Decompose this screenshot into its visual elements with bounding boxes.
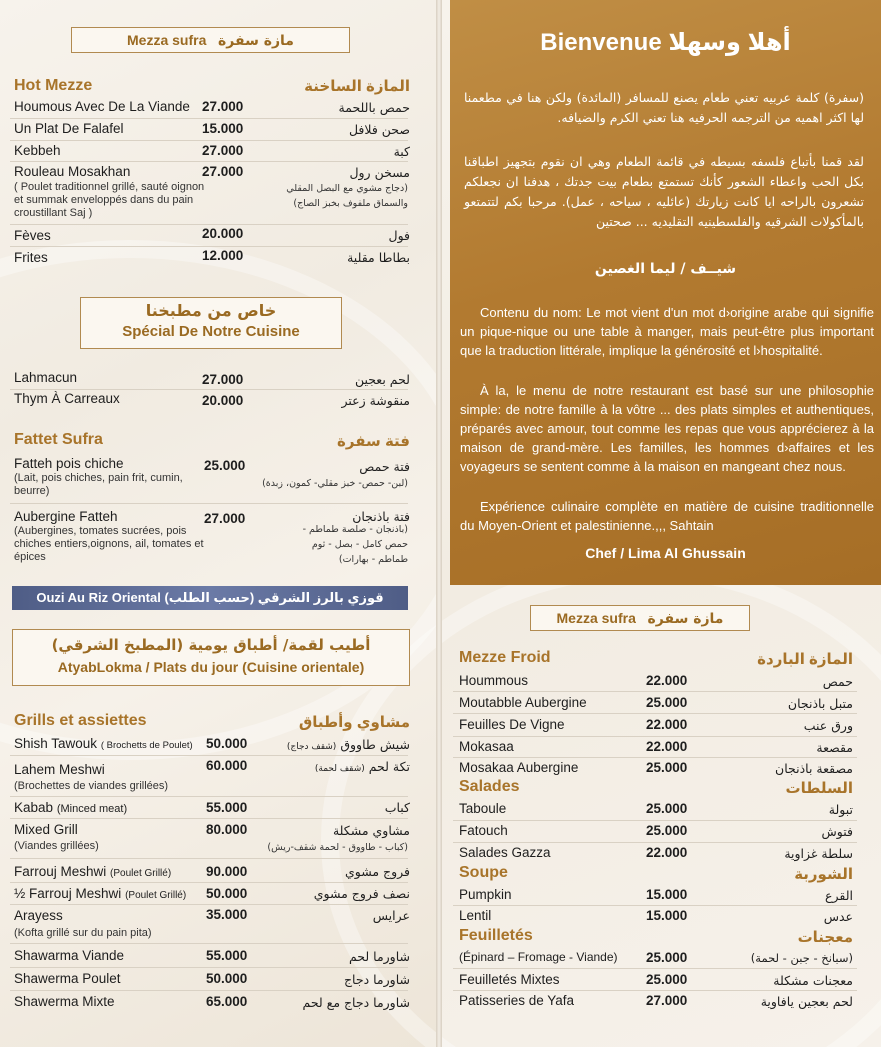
row-divider bbox=[10, 858, 408, 859]
item-price: 20.000 bbox=[202, 226, 244, 241]
row-divider bbox=[10, 389, 408, 390]
soupe-title-ar: الشوربة bbox=[794, 866, 853, 883]
row-divider bbox=[10, 755, 408, 756]
item-name: Salades Gazza bbox=[459, 845, 551, 860]
item-description-ar: طماطم - بهارات) bbox=[338, 554, 408, 565]
intro-fr-paragraph-1: Contenu du nom: Le mot vient d'un mot d›origine arabe qui signifie un pique-nique ou une table à manger, mais peut-être plus important que la traduction littérale, implique la générosité et l›hospitalité. bbox=[460, 305, 874, 358]
item-name-note: (Poulet Grillé) bbox=[125, 890, 187, 901]
item-name: Mosakaa Aubergine bbox=[459, 760, 579, 775]
item-price: 90.000 bbox=[206, 864, 248, 879]
item-name-ar: مشاوي مشكلة bbox=[332, 823, 410, 838]
header-fr: Mezza sufra bbox=[127, 32, 207, 48]
item-description: (Viandes grillées) bbox=[14, 840, 99, 852]
row-divider bbox=[10, 904, 408, 905]
item-name-ar-main: شيش طاووق bbox=[340, 737, 410, 752]
item-name: Hoummous bbox=[459, 673, 529, 688]
item-description-ar: (دجاج مشوي مع البصل المقلي bbox=[286, 183, 408, 194]
header-fr: Mezza sufra bbox=[556, 610, 636, 626]
item-price: 25.000 bbox=[646, 823, 688, 838]
item-name-main: ½ Farrouj Meshwi bbox=[14, 886, 122, 901]
row-divider bbox=[453, 820, 857, 821]
item-name: Un Plat De Falafel bbox=[14, 121, 124, 136]
item-name: Rouleau Mosakhan bbox=[14, 164, 131, 179]
item-price: 25.000 bbox=[646, 760, 688, 775]
item-price: 15.000 bbox=[202, 121, 244, 136]
item-price: 25.000 bbox=[646, 972, 688, 987]
row-divider bbox=[10, 140, 408, 141]
row-divider bbox=[10, 990, 408, 991]
item-description: (Brochettes de viandes grillées) bbox=[14, 780, 169, 792]
item-name-ar: كباب bbox=[384, 800, 410, 815]
item-name-ar: صحن فلافل bbox=[348, 122, 410, 137]
special-title-fr: Spécial De Notre Cuisine bbox=[122, 323, 300, 340]
item-name: Shawerma Poulet bbox=[14, 971, 121, 986]
feuilletes-title: Feuilletés bbox=[459, 927, 533, 944]
item-name bbox=[14, 886, 186, 901]
right-header-box bbox=[530, 605, 750, 631]
row-divider bbox=[453, 968, 857, 969]
item-name-note: (Minced meat) bbox=[56, 803, 128, 815]
item-name-main: Kabab bbox=[14, 800, 54, 815]
ouzi-banner: Ouzi Au Riz Oriental (حسب الطلب) قوزي بالرز الشرقي bbox=[12, 586, 408, 610]
intro-fr-paragraph-2: À la, le menu de notre restaurant est basé sur une philosophie simple: de notre famille à la vôtre ... des plats simples et authentiques, préparés avec amour, tout comme les repas que vous apprécierez à la maison de grand-mère. Les familles, les hommes d›affaires et les voyageurs se sentent comme à la maison en mangeant chez nous. bbox=[460, 383, 874, 474]
item-name: Feuilles De Vigne bbox=[459, 717, 565, 732]
item-price: 22.000 bbox=[646, 717, 688, 732]
item-name: Lahem Meshwi bbox=[14, 762, 105, 777]
item-name: Aubergine Fatteh bbox=[14, 509, 118, 524]
item-price: 50.000 bbox=[206, 886, 248, 901]
item-name-ar: فول bbox=[388, 228, 410, 243]
row-divider bbox=[10, 224, 408, 225]
item-name: Pumpkin bbox=[459, 887, 512, 902]
item-price: 20.000 bbox=[202, 393, 244, 408]
item-name-ar: نصف فروج مشوي bbox=[313, 886, 410, 901]
header-ar: مازة سفرة bbox=[647, 611, 724, 627]
item-price: 25.000 bbox=[646, 801, 688, 816]
atyab-title-fr: AtyabLokma / Plats du jour (Cuisine orientale) bbox=[57, 659, 365, 675]
fold-divider bbox=[436, 0, 442, 1047]
row-divider bbox=[453, 757, 857, 758]
item-name-ar: فتة باذنجان bbox=[352, 509, 410, 524]
item-name: Taboule bbox=[459, 801, 507, 816]
item-name: Lahmacun bbox=[14, 370, 78, 385]
item-name-ar bbox=[260, 737, 410, 752]
item-price: 15.000 bbox=[646, 908, 688, 923]
left-header-box bbox=[71, 27, 350, 53]
item-price: 35.000 bbox=[206, 907, 248, 922]
item-price: 65.000 bbox=[206, 994, 248, 1009]
item-description: (Aubergines, tomates sucrées, pois chiches entiers,oignons, ail, tomates et épices bbox=[14, 525, 204, 563]
item-price: 25.000 bbox=[646, 950, 688, 965]
item-name-ar: حمص باللحمة bbox=[338, 100, 410, 115]
intro-title: Bienvenue أهلا وسهلا bbox=[540, 29, 791, 56]
row-divider bbox=[10, 503, 408, 504]
item-name-ar: كبة bbox=[393, 144, 410, 159]
row-divider bbox=[10, 943, 408, 944]
row-divider bbox=[10, 882, 408, 883]
intro-panel bbox=[450, 0, 881, 585]
item-name-ar: مسخن رول bbox=[349, 165, 410, 180]
atyab-title-ar: أطيب لقمة/ أطباق يومية (المطبخ الشرقي) bbox=[51, 636, 371, 654]
item-name-ar: تبولة bbox=[828, 802, 853, 817]
item-name-ar: القرع bbox=[825, 888, 853, 903]
item-price: 55.000 bbox=[206, 948, 248, 963]
item-name: Frites bbox=[14, 250, 48, 265]
row-divider bbox=[453, 736, 857, 737]
row-divider bbox=[453, 905, 857, 906]
item-description: ( Poulet traditionnel grillé, sauté oignon et summak enveloppés dans du pain croustillant Saj ) bbox=[14, 181, 205, 219]
item-price: 55.000 bbox=[206, 800, 248, 815]
item-price: 27.000 bbox=[202, 164, 244, 179]
item-price: 27.000 bbox=[646, 993, 688, 1008]
intro-ar-paragraph-2: لقد قمنا بأتباع فلسفه بسيطه في قائمة الطعام وهي ان نقوم بتجهيز اطباقنا بكل الحب واعطاء الشعور كأنك تستمتع بطعام بيت جدتك ، هدفنا ان نجعلكم تشعرون بالراحه ايا كانت زيارتك (عائليه ، سياحه ، عمل). مرحبا بكم لتتمتعو بالمأكولات الشرقيه والفلسطينيه التقليديه ... صحتين bbox=[464, 154, 864, 229]
header-ar: مازة سفرة bbox=[218, 33, 294, 49]
item-name-ar: شاورما لحم bbox=[348, 949, 410, 964]
item-name: Moutabble Aubergine bbox=[459, 695, 587, 710]
item-name bbox=[14, 864, 171, 879]
item-name-ar-main: تكة لحم bbox=[368, 759, 410, 774]
item-name: Kebbeh bbox=[14, 143, 61, 158]
soupe-title: Soupe bbox=[459, 864, 508, 881]
salades-title-ar: السلطات bbox=[785, 780, 853, 797]
item-name-ar: معجنات مشكلة bbox=[773, 973, 853, 988]
item-description-ar: (لبن- حمص- خبز مقلي- كمون، زبدة) bbox=[262, 478, 408, 489]
fattet-title-ar: فتة سفرة bbox=[337, 433, 410, 450]
item-name: Patisseries de Yafa bbox=[459, 993, 575, 1008]
item-name-ar: شاورما دجاج مع لحم bbox=[302, 995, 410, 1010]
special-box bbox=[80, 297, 342, 349]
item-name: Shawarma Viande bbox=[14, 948, 125, 963]
row-divider bbox=[10, 246, 408, 247]
item-price: 27.000 bbox=[202, 143, 244, 158]
item-price: 22.000 bbox=[646, 673, 688, 688]
item-name: Houmous Avec De La Viande bbox=[14, 99, 190, 114]
item-name-ar bbox=[260, 759, 410, 774]
mezze-froid-title-ar: المازة الباردة bbox=[757, 651, 853, 668]
item-price: 60.000 bbox=[206, 758, 248, 773]
item-price: 22.000 bbox=[646, 845, 688, 860]
hot-mezze-title: Hot Mezze bbox=[14, 77, 93, 94]
item-name-ar: حمص bbox=[822, 674, 853, 689]
atyab-box bbox=[12, 629, 410, 686]
item-price: 27.000 bbox=[204, 511, 246, 526]
item-name-ar: سلطة غزاوية bbox=[784, 846, 853, 861]
item-name-ar: مقصعة bbox=[816, 740, 853, 755]
item-price: 27.000 bbox=[202, 372, 244, 387]
item-name-ar: منقوشة زعتر bbox=[341, 393, 410, 408]
item-description: (Lait, pois chiches, pain frit, cumin, beurre) bbox=[14, 472, 183, 497]
item-description-ar: (كباب - طاووق - لحمة شقف-ريش) bbox=[267, 842, 408, 853]
item-name-ar: لحم بعجين يافاوية bbox=[760, 994, 853, 1009]
item-name-ar: مصقعة باذنجان bbox=[775, 761, 853, 776]
item-price: 15.000 bbox=[646, 887, 688, 902]
item-description: (Kofta grillé sur du pain pita) bbox=[14, 927, 152, 939]
item-name: Thym À Carreaux bbox=[14, 391, 120, 406]
item-name-ar: لحم بعجين bbox=[354, 372, 410, 387]
hot-mezze-title-ar: المازة الساخنة bbox=[304, 78, 410, 95]
intro-ar-signature: شيــف / ليما الغصين bbox=[594, 261, 737, 277]
row-divider bbox=[10, 967, 408, 968]
item-description-ar: والسماق ملفوف بخبز الصاج) bbox=[293, 198, 408, 209]
item-name: Feuilletés Mixtes bbox=[459, 972, 560, 987]
intro-fr-signature: Chef / Lima Al Ghussain bbox=[585, 545, 746, 561]
row-divider bbox=[453, 842, 857, 843]
item-price: 22.000 bbox=[646, 739, 688, 754]
item-price: 80.000 bbox=[206, 822, 248, 837]
row-divider bbox=[453, 713, 857, 714]
row-divider bbox=[10, 818, 408, 819]
row-divider bbox=[10, 161, 408, 162]
item-name: (Épinard – Fromage - Viande) bbox=[459, 950, 618, 964]
intro-ar-paragraph-1: (سفرة) كلمة عربيه تعني طعام يصنع للمسافر (المائدة) ولكن هنا في مطعمنا لها اكثر اهميه من الترجمه الحرفيه هنا تعني الكرم والضيافه. bbox=[464, 90, 864, 125]
item-name-ar: فروج مشوي bbox=[344, 864, 410, 879]
salades-title: Salades bbox=[459, 778, 520, 795]
item-name bbox=[14, 736, 193, 751]
row-divider bbox=[453, 691, 857, 692]
item-price: 50.000 bbox=[206, 971, 248, 986]
item-name: Mixed Grill bbox=[14, 822, 78, 837]
fattet-title: Fattet Sufra bbox=[14, 431, 103, 448]
item-name: Fèves bbox=[14, 228, 51, 243]
feuilletes-title-ar: معجنات bbox=[797, 929, 853, 946]
mezze-froid-title: Mezze Froid bbox=[459, 649, 551, 666]
row-divider bbox=[10, 796, 408, 797]
item-name: Mokasaa bbox=[459, 739, 514, 754]
grills-title: Grills et assiettes bbox=[14, 712, 147, 729]
item-name-ar: متبل باذنجان bbox=[787, 696, 853, 711]
intro-fr-paragraph-3: Expérience culinaire complète en matière de cuisine traditionnelle du Moyen-Orient et palestinienne.,,, Sahtain bbox=[460, 499, 874, 533]
special-title-ar: خاص من مطبخنا bbox=[145, 301, 277, 320]
item-name-note: ( Brochetts de Poulet) bbox=[100, 740, 193, 751]
row-divider bbox=[10, 118, 408, 119]
item-price: 27.000 bbox=[202, 99, 244, 114]
item-name-main: Farrouj Meshwi bbox=[14, 864, 107, 879]
item-name-ar-note: (شقف دجاج) bbox=[286, 742, 337, 752]
item-name-ar: عرايس bbox=[372, 908, 410, 923]
item-name-ar: ورق عنب bbox=[803, 718, 853, 733]
item-name-ar: (سبانخ - جبن - لحمة) bbox=[750, 951, 853, 965]
item-name-ar: فتة حمص bbox=[359, 459, 410, 474]
item-name-ar: فتوش bbox=[821, 824, 853, 839]
item-name-ar-note: (شقف لحمة) bbox=[314, 764, 365, 774]
item-name-note: (Poulet Grillé) bbox=[110, 868, 172, 879]
item-name-ar: شاورما دجاج bbox=[343, 972, 410, 987]
item-name: Lentil bbox=[459, 908, 492, 923]
item-name bbox=[14, 800, 127, 815]
item-price: 25.000 bbox=[204, 458, 246, 473]
item-price: 25.000 bbox=[646, 695, 688, 710]
item-name: Shawerma Mixte bbox=[14, 994, 115, 1009]
item-price: 50.000 bbox=[206, 736, 248, 751]
grills-title-ar: مشاوي وأطباق bbox=[298, 714, 410, 731]
item-name-ar: عدس bbox=[823, 909, 853, 924]
item-description-ar: (باذنجان - صلصة طماطم - bbox=[302, 524, 408, 535]
item-name-ar: بطاطا مقلية bbox=[347, 250, 410, 265]
item-description-ar: حمص كامل - بصل - ثوم bbox=[311, 539, 408, 550]
item-price: 12.000 bbox=[202, 248, 244, 263]
item-name-main: Shish Tawouk bbox=[14, 736, 98, 751]
item-name: Fatteh pois chiche bbox=[14, 456, 124, 471]
item-name: Arayess bbox=[14, 908, 63, 923]
row-divider bbox=[453, 990, 857, 991]
item-name: Fatouch bbox=[459, 823, 508, 838]
